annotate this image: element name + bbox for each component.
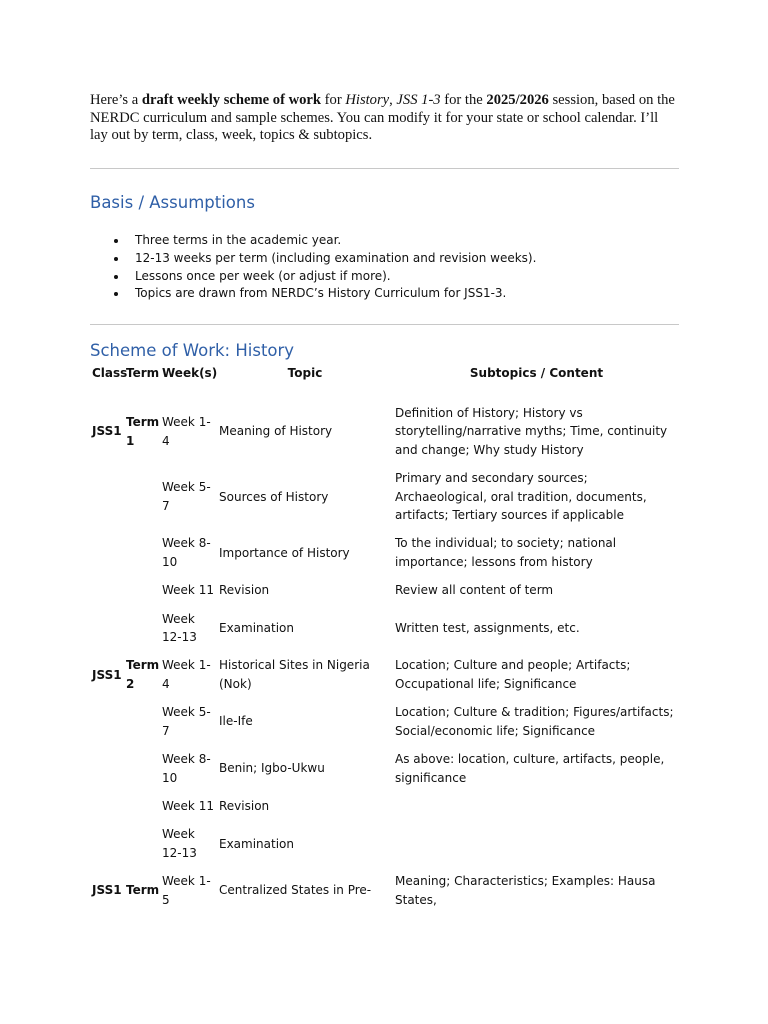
weeks-cell: Week 12-13 — [162, 611, 197, 645]
term-cell — [124, 530, 160, 577]
class-cell — [90, 746, 124, 793]
term-cell — [124, 465, 160, 530]
table-row — [90, 746, 680, 793]
table-body — [90, 384, 680, 915]
class-cell — [90, 821, 124, 868]
class-cell — [90, 530, 124, 577]
subtopics-cell: To the individual; to society; national importance; lessons from history — [395, 536, 617, 569]
topic-cell: Meaning of History — [219, 424, 333, 439]
intro-bold-text: 2025/2026 — [486, 92, 549, 108]
subtopics-cell: Location; Culture & tradition; Figures/artifacts; Social/economic life; Significance — [395, 705, 674, 738]
topic-cell: Importance of History — [219, 545, 350, 560]
class-cell — [90, 465, 124, 530]
column-header-topic: Topic — [287, 366, 323, 380]
table-row — [90, 577, 680, 605]
subtopics-cell — [393, 793, 680, 821]
subtopics-cell: Review all content of term — [395, 583, 554, 598]
weeks-cell: Week 1-4 — [162, 415, 211, 448]
term-cell: Term — [126, 883, 160, 898]
list-item: 12-13 weeks per term (including examination and revision weeks). — [90, 250, 536, 268]
scheme-table — [90, 362, 680, 915]
topic-cell: Centralized States in Pre- — [219, 883, 372, 898]
class-cell — [90, 606, 124, 653]
subtopics-cell: As above: location, culture, artifacts, people, significance — [395, 752, 665, 785]
intro-italic-text: JSS 1-3 — [396, 92, 441, 108]
weeks-cell: Week 5-7 — [162, 705, 211, 738]
table-row — [90, 699, 680, 746]
term-cell — [124, 746, 160, 793]
intro-text: for — [321, 92, 346, 108]
topic-cell: Historical Sites in Nigeria (Nok) — [219, 658, 370, 691]
weeks-cell: Week 12-13 — [162, 827, 197, 860]
column-header-subtopics: Subtopics / Content — [469, 366, 604, 380]
subtopics-cell: Definition of History; History vs storytelling/narrative myths; Time, continuity and change; Why study History — [395, 406, 668, 457]
scheme-heading: Scheme of Work: History — [90, 341, 295, 360]
list-item: Topics are drawn from NERDC’s History Curriculum for JSS1-3. — [90, 285, 536, 303]
weeks-cell: Week 5-7 — [162, 480, 211, 513]
table-row — [90, 821, 680, 868]
subtopics-cell: Primary and secondary sources; Archaeological, oral tradition, documents, artifacts; Tertiary sources if applicable — [395, 471, 647, 523]
intro-bold-text: draft weekly scheme of work — [141, 92, 322, 108]
topic-cell: Examination — [219, 620, 295, 635]
table-row — [90, 868, 680, 915]
list-item: Three terms in the academic year. — [90, 232, 536, 250]
topic-cell: Sources of History — [219, 489, 329, 504]
table-row — [90, 465, 680, 530]
class-cell — [90, 793, 124, 821]
table-row — [90, 606, 680, 653]
term-cell: Term 2 — [126, 658, 160, 691]
divider — [90, 324, 679, 325]
table-header-row — [90, 362, 680, 384]
list-item: Lessons once per week (or adjust if more). — [90, 268, 536, 286]
term-cell — [124, 793, 160, 821]
intro-text: for the — [440, 92, 487, 108]
column-header-term: Term — [126, 366, 160, 380]
intro-text: session, based on the NERDC curriculum and sample schemes. You can modify it for your state or school calendar. I’ll lay out by term, class, week, topics & subtopics. — [90, 92, 675, 144]
divider — [90, 168, 679, 169]
weeks-cell: Week 11 — [162, 583, 214, 598]
subtopics-cell: Location; Culture and people; Artifacts; Occupational life; Significance — [395, 658, 631, 691]
class-cell: JSS1 — [92, 883, 122, 898]
class-cell — [90, 699, 124, 746]
table-row — [90, 793, 680, 821]
term-cell — [124, 577, 160, 605]
table-row — [90, 384, 680, 465]
topic-cell: Benin; Igbo-Ukwu — [219, 761, 325, 776]
topic-cell: Examination — [219, 836, 295, 851]
topic-cell: Revision — [219, 583, 270, 598]
intro-italic-text: History — [345, 92, 390, 108]
subtopics-cell: Written test, assignments, etc. — [395, 620, 580, 635]
term-cell — [124, 699, 160, 746]
column-header-class: Class — [92, 366, 128, 380]
basis-heading: Basis / Assumptions — [90, 193, 255, 212]
column-header-weeks: Week(s) — [162, 366, 218, 380]
topic-cell: Ile-Ife — [219, 714, 253, 729]
weeks-cell: Week 1-5 — [162, 874, 211, 907]
weeks-cell: Week 8-10 — [162, 536, 211, 569]
class-cell — [90, 577, 124, 605]
basis-list — [90, 232, 536, 303]
table-row — [90, 530, 680, 577]
term-cell: Term 1 — [126, 415, 160, 448]
term-cell — [124, 606, 160, 653]
weeks-cell: Week 11 — [162, 798, 214, 813]
weeks-cell: Week 8-10 — [162, 752, 211, 785]
subtopics-cell: Meaning; Characteristics; Examples: Hausa States, — [395, 874, 656, 907]
intro-text: , — [389, 92, 397, 108]
table-row — [90, 652, 680, 699]
class-cell: JSS1 — [92, 667, 122, 682]
weeks-cell: Week 1-4 — [162, 658, 211, 691]
topic-cell: Revision — [219, 798, 270, 813]
class-cell: JSS1 — [92, 424, 122, 439]
term-cell — [124, 821, 160, 868]
intro-text: Here’s a — [90, 92, 142, 108]
intro-paragraph — [90, 92, 679, 145]
subtopics-cell — [393, 821, 680, 868]
